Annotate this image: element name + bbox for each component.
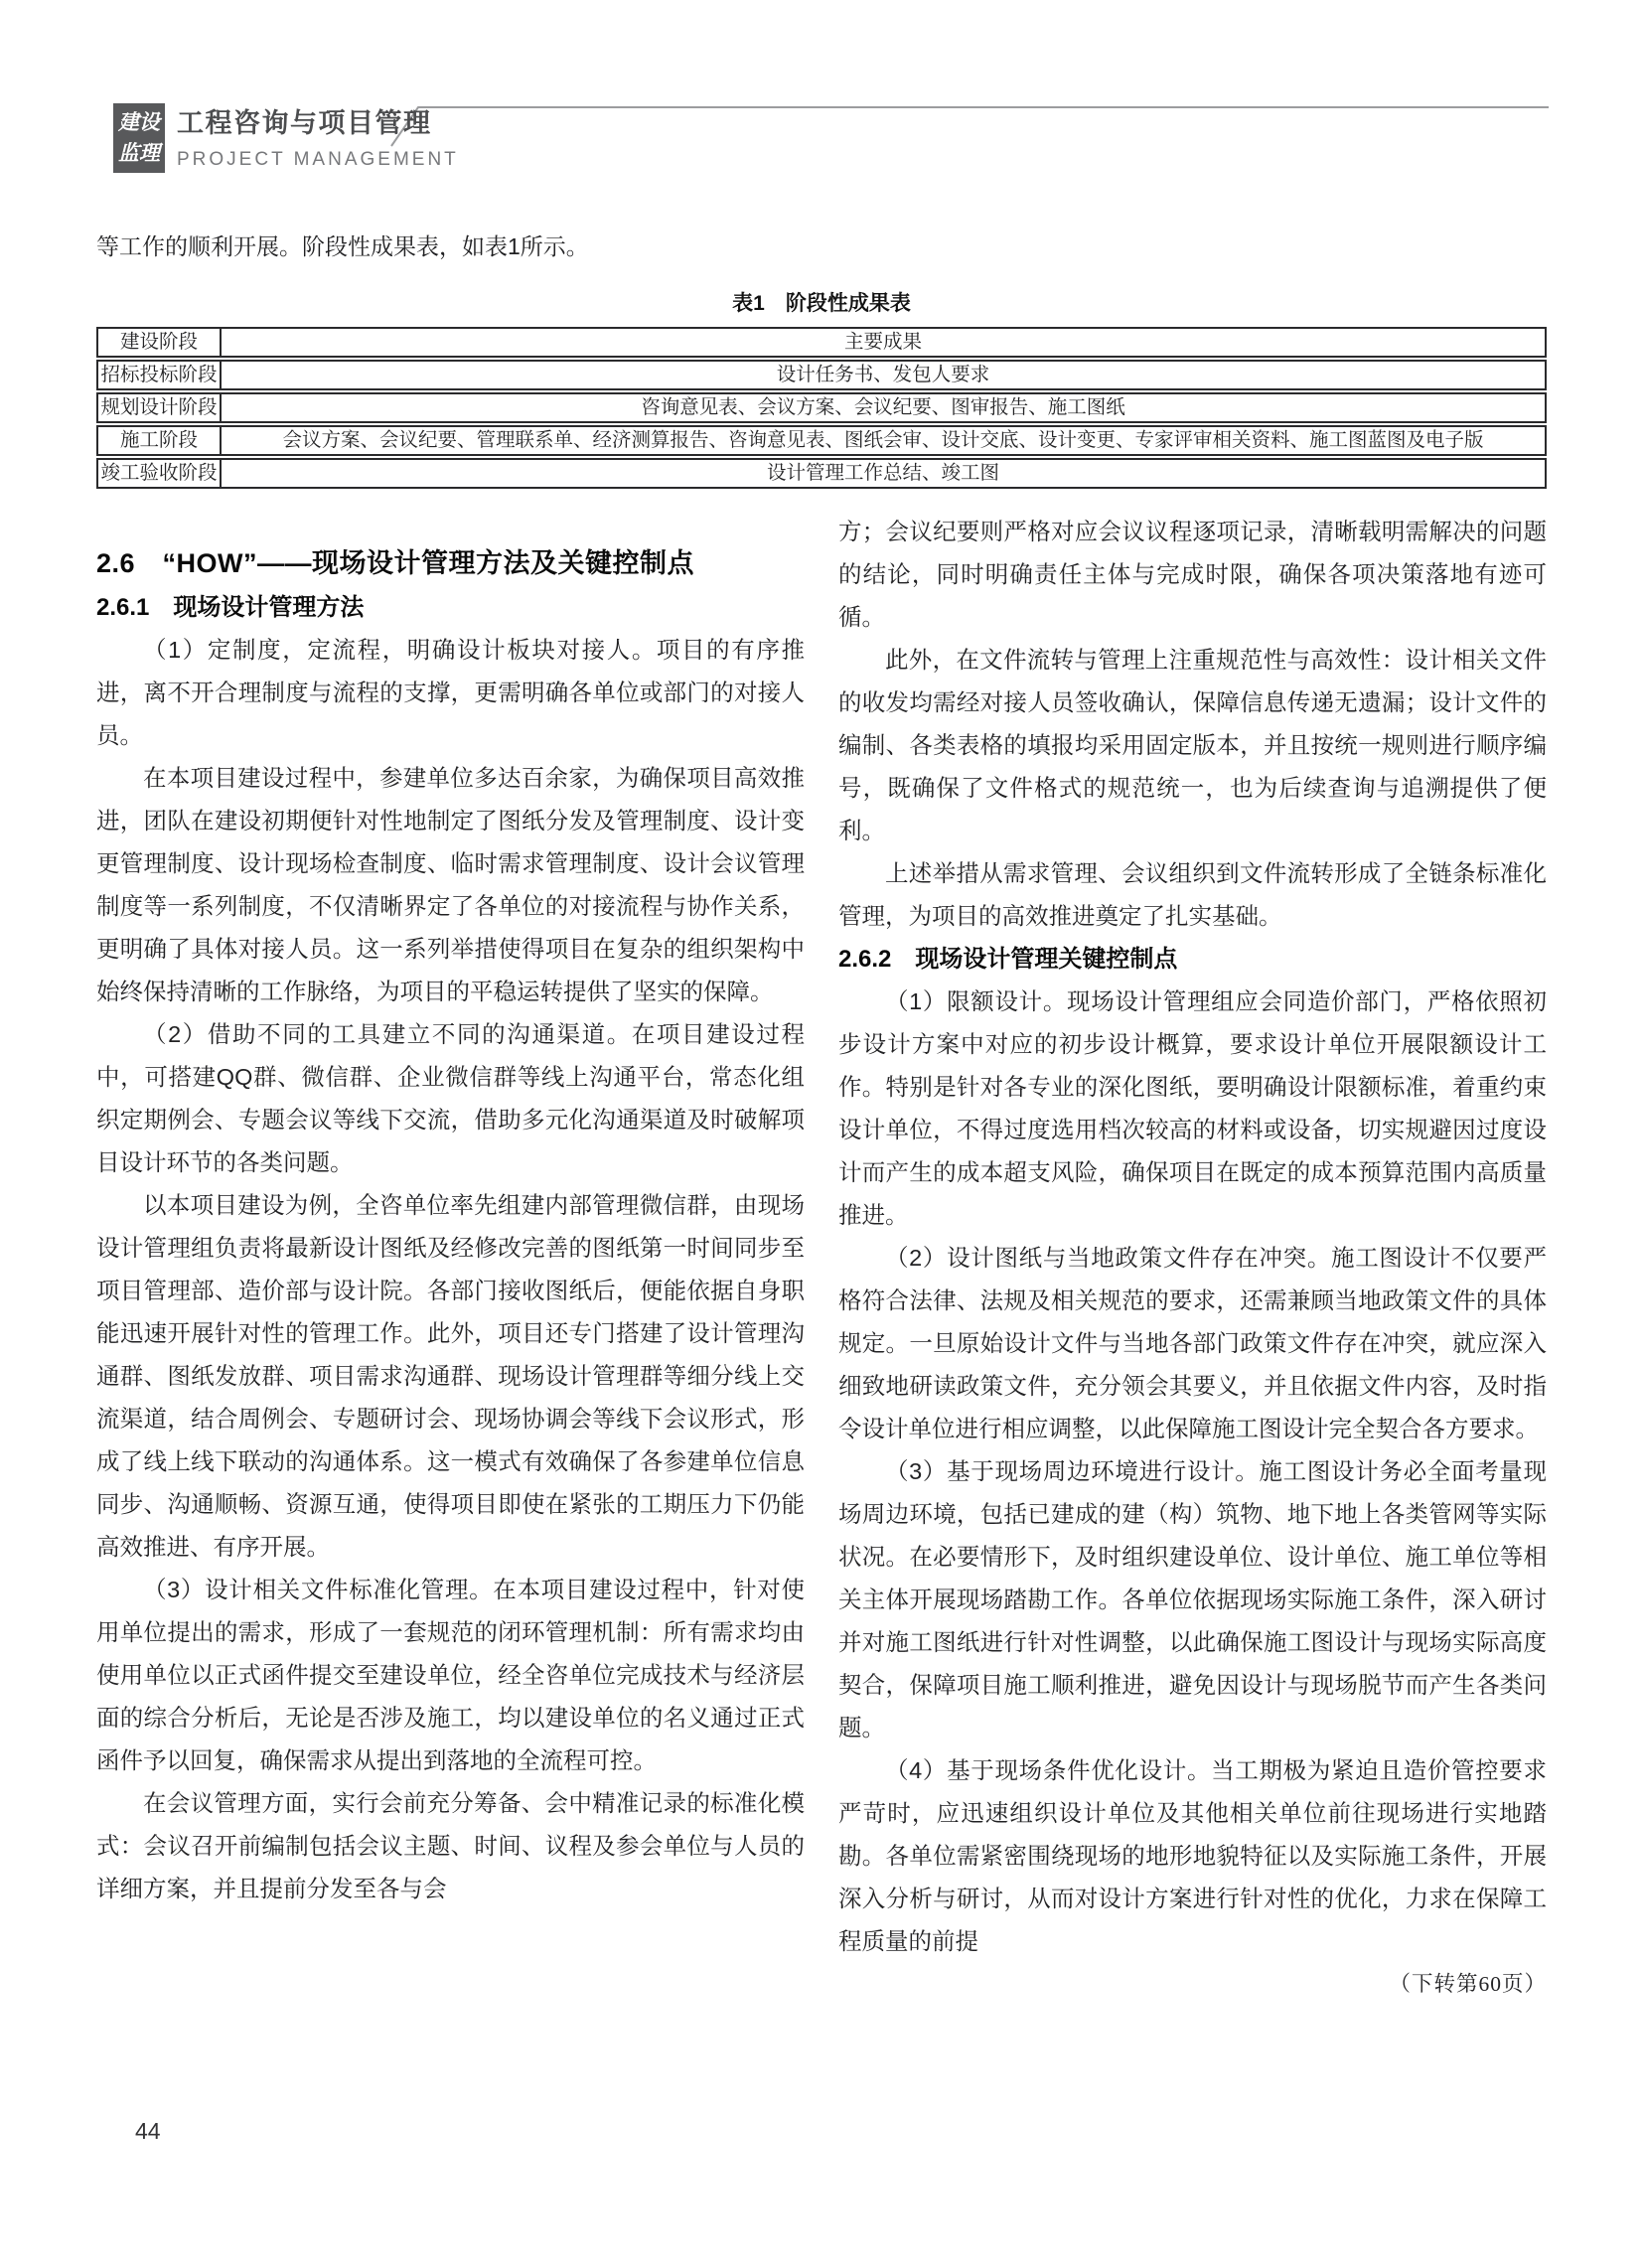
section-heading-2-6: 2.6 “HOW”——现场设计管理方法及关键控制点 xyxy=(96,548,695,578)
table-header-stage: 建设阶段 xyxy=(98,329,222,356)
left-column xyxy=(96,511,805,2006)
table-cell-stage: 竣工验收阶段 xyxy=(98,460,222,487)
page-number: 44 xyxy=(135,2118,161,2144)
continuation-note: （下转第60页） xyxy=(1389,1972,1547,1996)
paragraph: （2）设计图纸与当地政策文件存在冲突。施工图设计不仅要严格符合法律、法规及相关规范的要求，还需兼顾当地政策文件的具体规定。一旦原始设计文件与当地各部门政策文件存在冲突，就应深入细致地研读政策文件，充分领会其要义，并且依据文件内容，及时指令设计单位进行相应调整，以此保障施工图设计完全契合各方要求。 xyxy=(838,1245,1547,1441)
paragraph: 在本项目建设过程中，参建单位多达百余家，为确保项目高效推进，团队在建设初期便针对性地制定了图纸分发及管理制度、设计变更管理制度、设计现场检查制度、临时需求管理制度、设计会议管理制度等一系列制度，不仅清晰界定了各单位的对接流程与协作关系，更明确了具体对接人员。这一系列举措使得项目在复杂的组织架构中始终保持清晰的工作脉络，为项目的平稳运转提供了坚实的保障。 xyxy=(96,765,805,1004)
page-header xyxy=(177,101,459,171)
subsection-heading-2-6-2: 2.6.2 现场设计管理关键控制点 xyxy=(838,946,1178,973)
journal-logo-line1: 建设 xyxy=(118,109,160,134)
right-column xyxy=(838,511,1547,2006)
table-row xyxy=(96,392,1547,423)
table-row xyxy=(96,360,1547,390)
paragraph: （1）限额设计。现场设计管理组应会同造价部门，严格依照初步设计方案中对应的初步设计概算，要求设计单位开展限额设计工作。特别是针对各专业的深化图纸，要明确设计限额标准，着重约束设计单位，不得过度选用档次较高的材料或设备，切实规避因过度设计而产生的成本超支风险，确保项目在既定的成本预算范围内高质量推进。 xyxy=(838,988,1547,1228)
journal-logo-line2: 监理 xyxy=(118,140,160,165)
table-header-row xyxy=(96,327,1547,358)
table-row xyxy=(96,458,1547,489)
two-column-text xyxy=(96,511,1547,2006)
results-table xyxy=(96,327,1547,489)
table-cell-results: 设计任务书、发包人要求 xyxy=(776,364,990,385)
table-cell-results: 设计管理工作总结、竣工图 xyxy=(766,462,999,484)
paragraph: 此外，在文件流转与管理上注重规范性与高效性：设计相关文件的收发均需经对接人员签收确认，保障信息传递无遗漏；设计文件的编制、各类表格的填报均采用固定版本，并且按统一规则进行顺序编号，既确保了文件格式的规范统一，也为后续查询与追溯提供了便利。 xyxy=(838,647,1547,843)
table-caption: 表1 阶段性成果表 xyxy=(732,292,911,315)
paragraph: （3）设计相关文件标准化管理。在本项目建设过程中，针对使用单位提出的需求，形成了一套规范的闭环管理机制：所有需求均由使用单位以正式函件提交至建设单位，经全咨单位完成技术与经济层面的综合分析后，无论是否涉及施工，均以建设单位的名义通过正式函件予以回复，确保需求从提出到落地的全流程可控。 xyxy=(96,1577,805,1773)
intro-paragraph: 等工作的顺利开展。阶段性成果表，如表1所示。 xyxy=(96,233,589,259)
paragraph: 以本项目建设为例，全咨单位率先组建内部管理微信群，由现场设计管理组负责将最新设计图纸及经修改完善的图纸第一时间同步至项目管理部、造价部与设计院。各部门接收图纸后，便能依据自身职能迅速开展针对性的管理工作。此外，项目还专门搭建了设计管理沟通群、图纸发放群、项目需求沟通群、现场设计管理群等细分线上交流渠道，结合周例会、专题研讨会、现场协调会等线下会议形式，形成了线上线下联动的沟通体系。这一模式有效确保了各参建单位信息同步、沟通顺畅、资源互通，使得项目即使在紧张的工期压力下仍能高效推进、有序开展。 xyxy=(96,1192,805,1560)
column-title-zh: 工程咨询与项目管理 xyxy=(177,108,432,138)
paragraph: 在会议管理方面，实行会前充分筹备、会中精准记录的标准化模式：会议召开前编制包括会议主题、时间、议程及参会单位与人员的详细方案，并且提前分发至各与会 xyxy=(96,1790,805,1901)
paragraph: （4）基于现场条件优化设计。当工期极为紧迫且造价管控要求严苛时，应迅速组织设计单位及其他相关单位前往现场进行实地踏勘。各单位需紧密围绕现场的地形地貌特征以及实际施工条件，开展深入分析与研讨，从而对设计方案进行针对性的优化，力求在保障工程质量的前提 xyxy=(838,1757,1547,1954)
paragraph: （2）借助不同的工具建立不同的沟通渠道。在项目建设过程中，可搭建QQ群、微信群、企业微信群等线上沟通平台，常态化组织定期例会、专题会议等线下交流，借助多元化沟通渠道及时破解项目设计环节的各类问题。 xyxy=(96,1021,805,1175)
paragraph: （3）基于现场周边环境进行设计。施工图设计务必全面考量现场周边环境，包括已建成的建（构）筑物、地下地上各类管网等实际状况。在必要情形下，及时组织建设单位、设计单位、施工单位等相关主体开展现场踏勘工作。各单位依据现场实际施工条件，深入研讨并对施工图纸进行针对性调整，以此确保施工图设计与现场实际高度契合，保障项目施工顺利推进，避免因设计与现场脱节而产生各类问题。 xyxy=(838,1458,1547,1740)
table-row xyxy=(96,425,1547,456)
column-title-en: PROJECT MANAGEMENT xyxy=(177,149,459,170)
table-cell-stage: 规划设计阶段 xyxy=(98,394,222,421)
paragraph: （1）定制度，定流程，明确设计板块对接人。项目的有序推进，离不开合理制度与流程的支撑，更需明确各单位或部门的对接人员。 xyxy=(96,637,805,748)
subsection-heading-2-6-1: 2.6.1 现场设计管理方法 xyxy=(96,594,365,621)
table-cell-stage: 施工阶段 xyxy=(98,427,222,454)
table-cell-results: 会议方案、会议纪要、管理联系单、经济测算报告、咨询意见表、图纸会审、设计交底、设计变更、专家评审相关资料、施工图蓝图及电子版 xyxy=(282,429,1484,451)
paragraph-continuation: 方；会议纪要则严格对应会议议程逐项记录，清晰载明需解决的问题的结论，同时明确责任主体与完成时限，确保各项决策落地有迹可循。 xyxy=(838,519,1547,630)
page-content xyxy=(96,231,1547,2006)
table-cell-results: 咨询意见表、会议方案、会议纪要、图审报告、施工图纸 xyxy=(641,396,1125,418)
paragraph: 上述举措从需求管理、会议组织到文件流转形成了全链条标准化管理，为项目的高效推进奠定了扎实基础。 xyxy=(838,860,1547,929)
table-cell-stage: 招标投标阶段 xyxy=(98,362,222,388)
table-header-results: 主要成果 xyxy=(843,331,922,353)
journal-logo xyxy=(113,103,165,173)
